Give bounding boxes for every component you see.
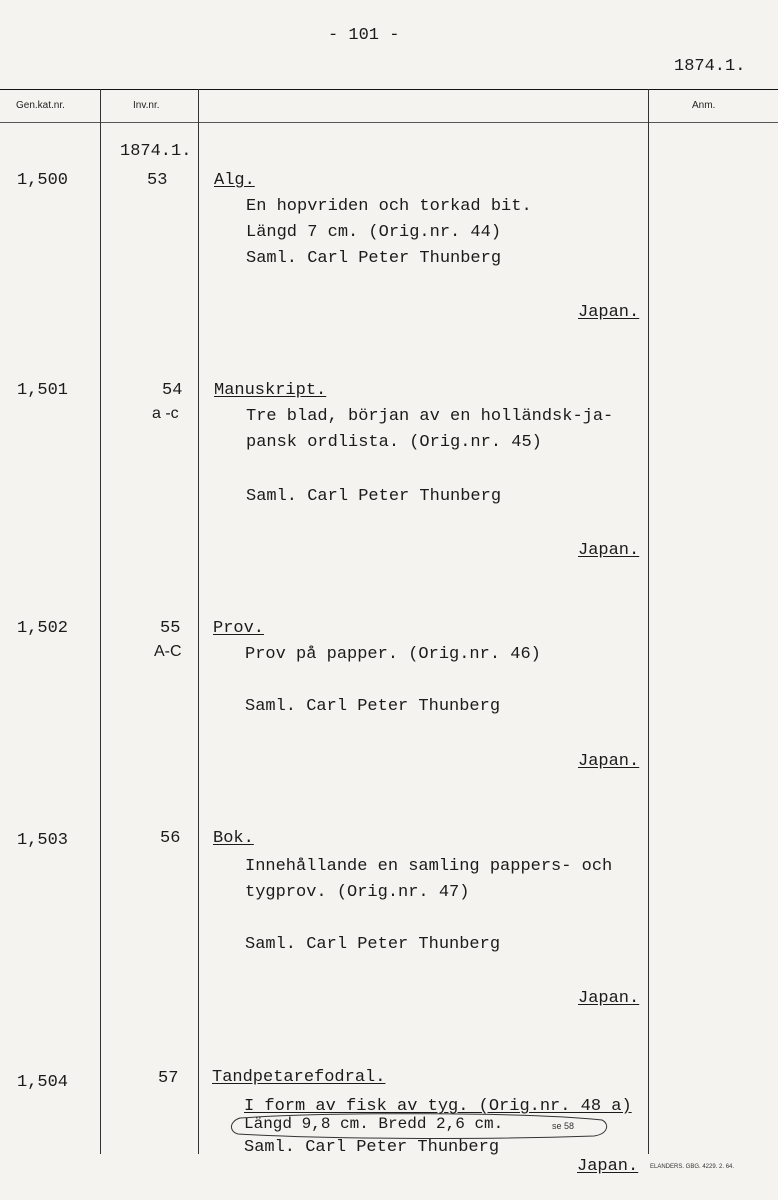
genkat-number: 1,504 (17, 1073, 69, 1092)
entry-title: Prov. (213, 619, 265, 638)
entry-collection: Saml. Carl Peter Thunberg (246, 249, 502, 268)
entry-description: Innehållande en samling pappers- och (245, 857, 613, 876)
entry-region: Japan. (578, 752, 640, 771)
entry-description: Prov på papper. (Orig.nr. 46) (245, 645, 541, 664)
entry-description: tygprov. (Orig.nr. 47) (245, 883, 470, 902)
entry-description: Tre blad, början av en holländsk-ja- (246, 407, 614, 426)
entry-collection: Saml. Carl Peter Thunberg (245, 935, 501, 954)
inv-subnumber: A-C (154, 643, 182, 660)
column-header-inv: Inv.nr. (133, 100, 160, 111)
inv-year: 1874.1. (120, 142, 192, 161)
entry-collection: Saml. Carl Peter Thunberg (244, 1138, 500, 1157)
inv-number: 56 (160, 829, 181, 848)
column-header-genkat: Gen.kat.nr. (16, 100, 65, 111)
entry-region: Japan. (578, 541, 640, 560)
entry-description: pansk ordlista. (Orig.nr. 45) (246, 433, 542, 452)
genkat-number: 1,500 (17, 171, 69, 190)
genkat-number: 1,501 (17, 381, 69, 400)
entry-title: Alg. (214, 171, 255, 190)
column-divider-3 (648, 89, 649, 1154)
page-number: - 101 - (328, 26, 400, 45)
handwritten-circle-mark (228, 1110, 612, 1140)
column-header-anm: Anm. (692, 100, 716, 111)
entry-description: I form av fisk av tyg. (Orig.nr. 48 a) (244, 1097, 632, 1116)
catalog-id: 1874.1. (674, 57, 746, 76)
column-divider-1 (100, 89, 101, 1154)
entry-region: Japan. (578, 303, 640, 322)
inv-number: 53 (147, 171, 168, 190)
inv-subnumber: a -c (152, 405, 179, 422)
header-top-rule (0, 89, 778, 90)
handwritten-note: se 58 (552, 1121, 575, 1131)
inv-number: 54 (162, 381, 183, 400)
printer-mark: ELANDERS. GBG. 4229. 2. 64. (650, 1164, 735, 1170)
entry-title: Bok. (213, 829, 254, 848)
entry-title: Tandpetarefodral. (212, 1068, 386, 1087)
entry-description: Längd 9,8 cm. Bredd 2,6 cm. (244, 1115, 504, 1133)
inv-number: 55 (160, 619, 181, 638)
header-bottom-rule (0, 122, 778, 123)
entry-region: Japan. (578, 989, 640, 1008)
entry-collection: Saml. Carl Peter Thunberg (245, 697, 501, 716)
entry-description: Längd 7 cm. (Orig.nr. 44) (246, 223, 502, 242)
inv-number: 57 (158, 1069, 179, 1088)
genkat-number: 1,503 (17, 831, 69, 850)
entry-region: Japan. (577, 1157, 639, 1176)
genkat-number: 1,502 (17, 619, 69, 638)
column-divider-2 (198, 89, 199, 1154)
entry-description: En hopvriden och torkad bit. (246, 197, 532, 216)
entry-collection: Saml. Carl Peter Thunberg (246, 487, 502, 506)
entry-title: Manuskript. (214, 381, 327, 400)
